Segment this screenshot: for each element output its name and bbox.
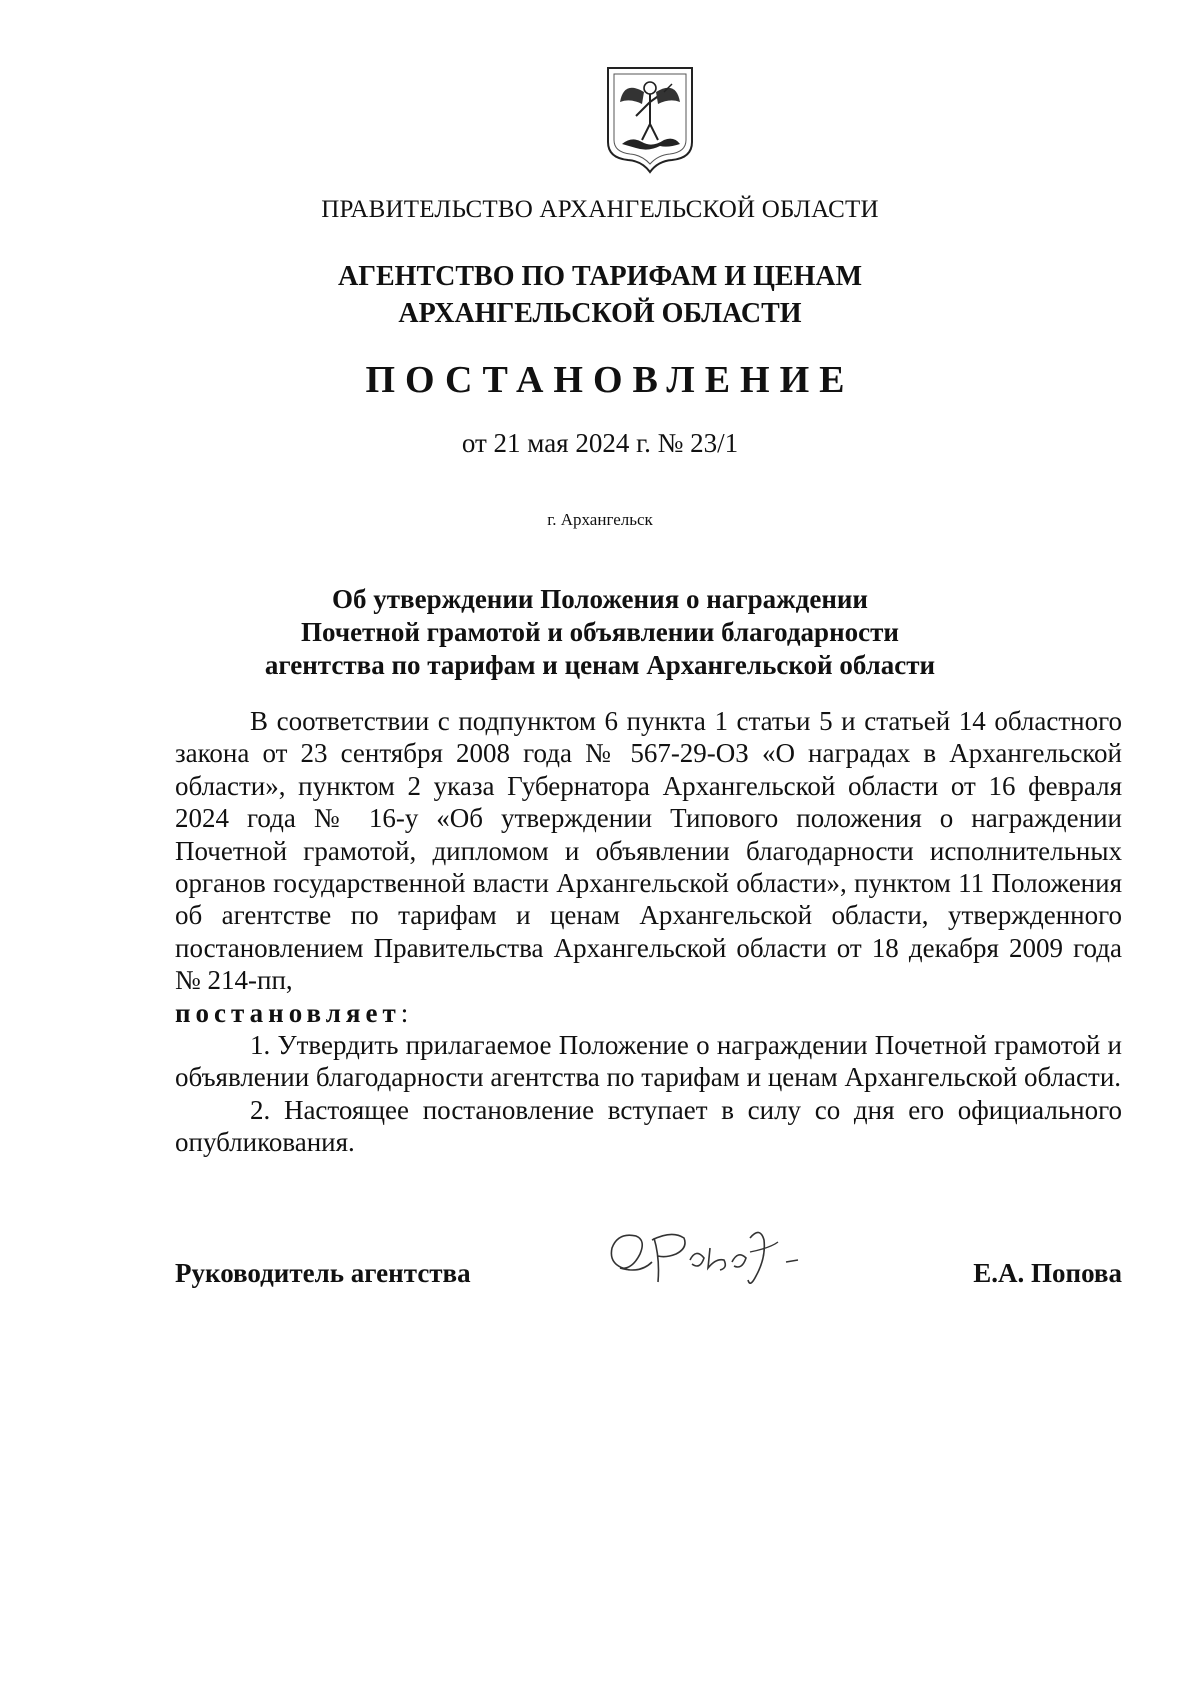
document-date-number: от 21 мая 2024 г. № 23/1	[461, 428, 739, 458]
government-name: ПРАВИТЕЛЬСТВО АРХАНГЕЛЬСКОЙ ОБЛАСТИ	[321, 196, 879, 223]
handwritten-signature	[600, 1218, 820, 1298]
preamble-text: В соответствии с подпунктом 6 пункта 1 статьи 5 и статьей 14 областного закона от 23 сентября 2008 года № 567-29-ОЗ «О наградах в Архангельской области», пунктом 2 указа Губернатора Архангельской области от 16 февраля 2024 года № 16-у «Об утверждении Типового положения о награждении Почетной грамотой, дипломом и объявлении благодарности исполнительных органов государственной власти Архангельской области», пунктом 11 Положения об агентстве по тарифам и ценам Архангельской области, утвержденного постановлением Правительства Архангельской области от 18 декабря 2009 года № 214-пп,	[175, 706, 1122, 996]
agency-name-line-1: АГЕНТСТВО ПО ТАРИФАМ И ЦЕНАМ	[337, 261, 863, 292]
agency-name-line-2: АРХАНГЕЛЬСКОЙ ОБЛАСТИ	[398, 298, 802, 329]
signatory-name: Е.А. Попова	[973, 1258, 1122, 1288]
document-title-line-2: Почетной грамотой и объявлении благодарности	[301, 617, 899, 647]
signatory-position: Руководитель агентства	[175, 1258, 471, 1288]
resolves-colon: :	[400, 997, 409, 1028]
document-title	[0, 583, 1200, 682]
document-type-heading: ПОСТАНОВЛЕНИЕ	[365, 359, 855, 401]
coat-of-arms-icon	[602, 62, 698, 174]
resolves-word: постановляет	[175, 997, 401, 1028]
agency-name	[0, 258, 1200, 332]
document-title-line-1: Об утверждении Положения о награждении	[331, 584, 868, 614]
document-place: г. Архангельск	[547, 510, 653, 529]
preamble-paragraph	[175, 705, 1122, 1029]
resolution-item-2: 2. Настоящее постановление вступает в силу со дня его официального опубликования.	[175, 1094, 1122, 1158]
document-title-line-3: агентства по тарифам и ценам Архангельской области	[264, 650, 936, 680]
resolution-item-1: 1. Утвердить прилагаемое Положение о награждении Почетной грамотой и объявлении благодарности агентства по тарифам и ценам Архангельской области.	[175, 1030, 1122, 1093]
document-body	[175, 705, 1122, 1159]
